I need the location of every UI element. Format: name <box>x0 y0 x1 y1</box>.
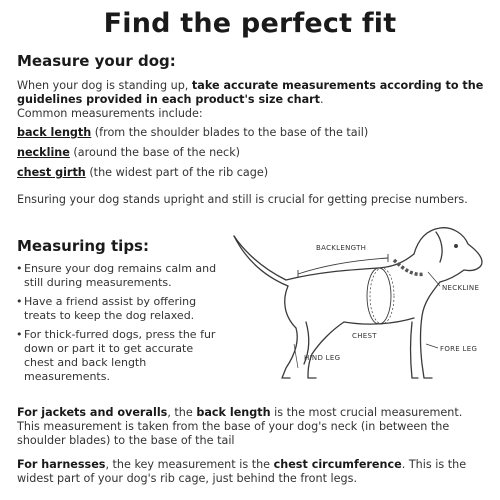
chest-girth-ellipse <box>367 268 391 324</box>
term-back-length: back length <box>17 126 92 139</box>
page-title: Find the perfect fit <box>103 8 397 39</box>
dog-measurement-diagram <box>228 226 490 388</box>
neckline-band <box>394 260 424 274</box>
label-chest: CHEST <box>352 332 377 340</box>
jackets-bold: For jackets and overalls <box>17 406 168 419</box>
fore-leg-leader <box>426 344 438 348</box>
ear-outline <box>436 232 442 262</box>
intro-end: . <box>319 93 324 106</box>
intro-plain: When your dog is standing up, <box>17 79 192 92</box>
label-hind-leg: HIND LEG <box>304 354 341 362</box>
measure-note: Ensuring your dog stands upright and still is crucial for getting precise numbers. <box>17 193 468 206</box>
belly-outline <box>344 318 414 324</box>
tip-item: • For thick-furred dogs, press the fur down or part it to get accurate chest and back length measurements. <box>16 328 226 384</box>
back-outline <box>286 254 414 280</box>
tail-outline-lower <box>234 236 288 286</box>
harnesses-mid: , the key measurement is the <box>105 458 274 471</box>
desc-chest-girth: (the widest part of the rib cage) <box>85 166 269 179</box>
tips-heading: Measuring tips: <box>17 237 149 255</box>
term-neckline: neckline <box>17 146 70 159</box>
chest-girth-ellipse-dashed <box>370 268 394 324</box>
harnesses-rest: . This is the widest part of your dog's rib cage, just behind the front legs. <box>17 458 467 485</box>
tail-outline <box>234 236 286 280</box>
eye-icon <box>455 245 458 248</box>
jackets-rest: is the most crucial measurement. This measurement is taken from the base of your dog's neck (in between the shoulder blades) to the base of the tail <box>17 406 463 447</box>
tip-item: • Have a friend assist by offering treats to keep the dog relaxed. <box>16 295 226 323</box>
jackets-back-length: back length <box>196 406 271 419</box>
label-fore-leg: FORE LEG <box>440 345 478 353</box>
desc-neckline: (around the base of the neck) <box>69 146 241 159</box>
measurement-item-neckline <box>17 146 240 160</box>
hind-leg-back <box>308 322 344 378</box>
jackets-paragraph <box>17 406 487 448</box>
neckline-leader <box>428 272 440 286</box>
hind-leg-front <box>282 286 297 378</box>
common-measurements: Common measurements include: <box>17 107 203 120</box>
measurement-item-chest-girth <box>17 166 268 180</box>
backlength-measure-line <box>298 258 388 274</box>
fore-leg-back <box>411 322 419 378</box>
label-backlength: BACKLENGTH <box>316 244 367 252</box>
harnesses-chest-circumference: chest circumference <box>273 458 402 471</box>
jackets-mid: , the <box>167 406 197 419</box>
harnesses-paragraph <box>17 458 487 486</box>
label-neckline: NECKLINE <box>442 284 480 292</box>
tips-list <box>16 262 226 389</box>
tip-item: • Ensure your dog remains calm and still during measurements. <box>16 262 226 290</box>
measure-intro <box>17 79 487 121</box>
harnesses-bold: For harnesses <box>17 458 106 471</box>
measure-heading: Measure your dog: <box>17 52 176 70</box>
intro-bold: take accurate measurements according to the guidelines provided in each product's size chart <box>17 79 484 106</box>
measurement-item-back-length <box>17 126 368 140</box>
head-outline <box>414 228 482 282</box>
desc-back-length: (from the shoulder blades to the base of the tail) <box>91 126 369 139</box>
fore-leg-front <box>421 282 441 378</box>
term-chest-girth: chest girth <box>17 166 86 179</box>
